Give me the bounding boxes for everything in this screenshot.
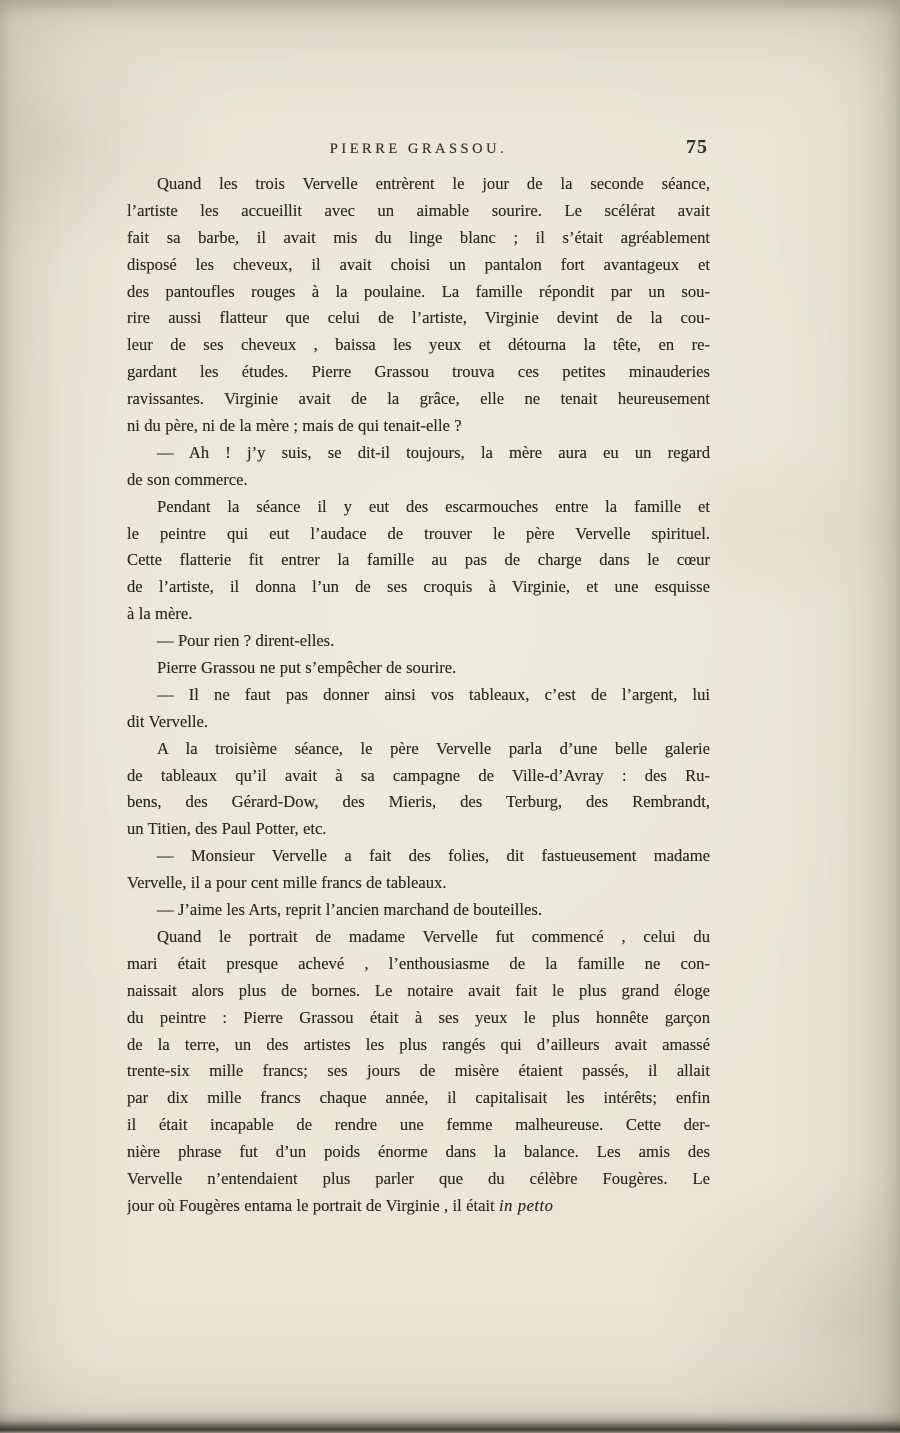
paragraph [127, 924, 710, 1220]
text-line [127, 978, 710, 1005]
text-segment: Pierre Grassou ne put s’empêcher de sourire. [157, 658, 457, 678]
text-line [127, 252, 710, 279]
text-segment: Pendant la séance il y eut des escarmouches entre la famille et [157, 496, 710, 516]
paragraph [127, 843, 710, 897]
text-line [127, 601, 710, 628]
text-segment: Vervelle n’entendaient plus parler que du célèbre Fougères. Le [127, 1168, 710, 1188]
text-line [127, 763, 710, 790]
text-segment: à la mère. [127, 604, 193, 624]
text-segment: — Pour rien ? dirent-elles. [157, 631, 335, 651]
text-segment: il était incapable de rendre une femme malheureuse. Cette der- [127, 1115, 710, 1135]
text-segment: — J’aime les Arts, reprit l’ancien marchand de bouteilles. [157, 900, 542, 920]
text-segment: rire aussi flatteur que celui de l’artiste, Virginie devint de la cou- [127, 308, 710, 328]
scan-bottom-edge [0, 1411, 900, 1433]
text-segment: Quand les trois Vervelle entrèrent le jour de la seconde séance, [157, 174, 710, 193]
text-segment: — Monsieur Vervelle a fait des folies, dit fastueusement madame [157, 846, 710, 866]
text-segment: fait sa barbe, il avait mis du linge blanc ; il s’était agréablement [127, 227, 710, 247]
text-line [127, 305, 710, 332]
text-line [127, 1166, 710, 1193]
paragraph [127, 628, 710, 655]
text-segment: naissait alors plus de bornes. Le notaire avait fait le plus grand éloge [127, 980, 710, 1000]
text-line [127, 1085, 710, 1112]
text-line [127, 521, 710, 548]
paragraph [127, 494, 710, 628]
text-segment: ravissantes. Virginie avait de la grâce, elle ne tenait heureusement [127, 389, 710, 409]
text-line [127, 386, 710, 413]
text-line [127, 171, 710, 198]
paragraph [127, 682, 710, 736]
text-segment: Vervelle, il a pour cent mille francs de tableaux. [127, 873, 447, 893]
text-line [127, 279, 710, 306]
text-line [127, 1139, 710, 1166]
text-block [127, 171, 710, 1220]
text-segment: gardant les études. Pierre Grassou trouva ces petites minauderies [127, 362, 710, 382]
text-line [127, 870, 710, 897]
text-segment: du peintre : Pierre Grassou était à ses yeux le plus honnête garçon [127, 1007, 710, 1027]
paragraph [127, 736, 710, 844]
text-line [127, 440, 710, 467]
text-line [127, 413, 710, 440]
text-segment: ni du père, ni de la mère ; mais de qui tenait-elle ? [127, 416, 462, 436]
text-line [127, 843, 710, 870]
text-segment: de la terre, un des artistes les plus rangés qui d’ailleurs avait amassé [127, 1034, 710, 1054]
text-segment: de son commerce. [127, 469, 248, 489]
text-segment: — Ah ! j’y suis, se dit-il toujours, la mère aura eu un regard [157, 442, 710, 462]
text-line [127, 897, 710, 924]
text-line [127, 225, 710, 252]
paragraph [127, 440, 710, 494]
text-segment: Cette flatterie fit entrer la famille au pas de charge dans le cœur [127, 550, 710, 570]
text-segment: A la troisième séance, le père Vervelle parla d’une belle galerie [157, 738, 710, 758]
text-segment: trente-six mille francs; ses jours de misère étaient passés, il allait [127, 1061, 710, 1081]
text-line [127, 1193, 710, 1220]
text-line [127, 736, 710, 763]
text-segment: de l’artiste, il donna l’un de ses croquis à Virginie, et une esquisse [127, 577, 710, 597]
text-segment: jour où Fougères entama le portrait de Virginie , il était [127, 1195, 500, 1215]
text-segment: nière phrase fut d’un poids énorme dans la balance. Les amis des [127, 1142, 710, 1162]
running-header [127, 136, 710, 167]
text-line [127, 547, 710, 574]
text-line [127, 709, 710, 736]
text-line [127, 467, 710, 494]
text-segment: le peintre qui eut l’audace de trouver le père Vervelle spirituel. [127, 523, 710, 543]
text-segment: bens, des Gérard-Dow, des Mieris, des Terburg, des Rembrandt, [127, 792, 710, 812]
text-segment: mari était presque achevé , l’enthousiasme de la famille ne con- [127, 953, 710, 973]
page-number: 75 [686, 136, 708, 158]
text-line [127, 359, 710, 386]
text-segment: disposé les cheveux, il avait choisi un pantalon fort avantageux et [127, 254, 710, 274]
text-segment: des pantoufles rouges à la poulaine. La famille répondit par un sou- [127, 281, 710, 301]
text-segment: leur de ses cheveux , baissa les yeux et détourna la tête, en re- [127, 335, 710, 355]
text-line [127, 951, 710, 978]
text-line [127, 1112, 710, 1139]
text-segment: un Titien, des Paul Potter, etc. [127, 819, 327, 839]
text-line [127, 1058, 710, 1085]
text-line [127, 574, 710, 601]
text-segment: l’artiste les accueillit avec un aimable sourire. Le scélérat avait [127, 200, 710, 220]
paragraph [127, 655, 710, 682]
text-segment: de tableaux qu’il avait à sa campagne de Ville-d’Avray : des Ru- [127, 765, 710, 785]
text-line [127, 924, 710, 951]
text-line [127, 1005, 710, 1032]
text-segment: dit Vervelle. [127, 711, 208, 731]
text-line [127, 628, 710, 655]
text-line [127, 682, 710, 709]
text-line [127, 1032, 710, 1059]
text-line [127, 198, 710, 225]
text-line [127, 655, 710, 682]
text-line [127, 816, 710, 843]
text-line [127, 789, 710, 816]
text-segment: — Il ne faut pas donner ainsi vos tableaux, c’est de l’argent, lui [157, 684, 710, 704]
text-segment: Quand le portrait de madame Vervelle fut commencé , celui du [157, 926, 710, 946]
text-segment: par dix mille francs chaque année, il capitalisait les intérêts; enfin [127, 1088, 710, 1108]
paragraph [127, 171, 710, 440]
text-line [127, 494, 710, 521]
text-line [127, 332, 710, 359]
italic-text: in petto [499, 1195, 554, 1215]
running-header-title: PIERRE GRASSOU. [329, 141, 508, 157]
paragraph [127, 897, 710, 924]
